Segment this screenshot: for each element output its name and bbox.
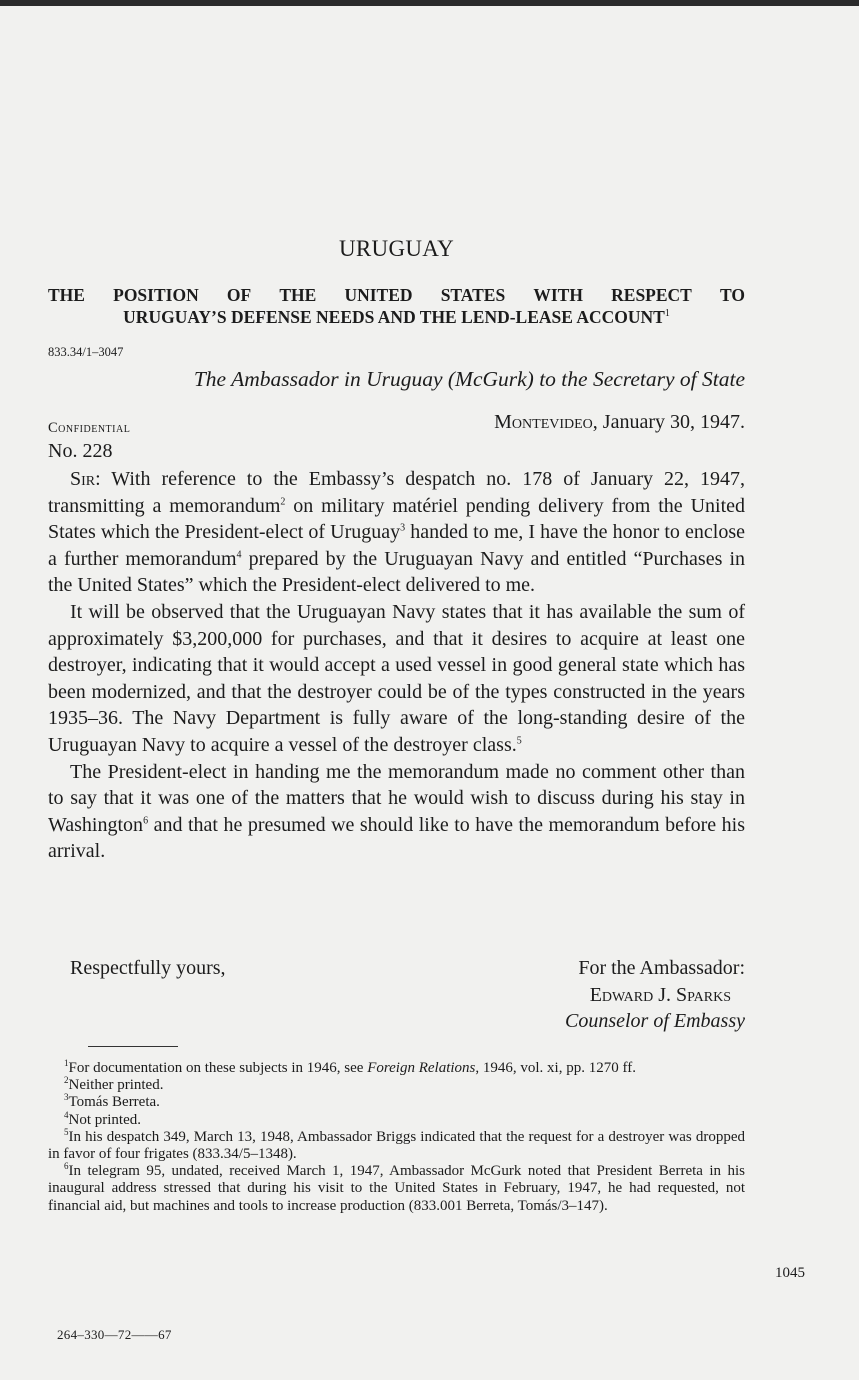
date-text: , January 30, 1947.	[592, 411, 745, 433]
footnote-ref: 2	[280, 495, 286, 507]
footnote-ref: 6	[143, 815, 149, 827]
footnote-divider	[88, 1046, 178, 1047]
footnotes	[48, 1060, 745, 1215]
footnote: $^1$For documentation on these subjects in 1946, see Foreign Relations, 1946, vol. xi, pp. 1270 ff.	[64, 1058, 636, 1076]
heading-word: RESPECT	[611, 285, 692, 305]
section-heading-line-1	[48, 284, 745, 306]
footnote-ref: 1	[664, 308, 670, 320]
heading-word: STATES	[440, 285, 506, 305]
signer-name: Edward J. Sparks	[589, 983, 731, 1006]
despatch-number: No. 228	[48, 440, 113, 462]
section-heading	[48, 284, 745, 328]
footnote: $^5$In his despatch 349, March 13, 1948, Ambassador Briggs indicated that the request for a destroyer was dropped in favor of four frigates (833.34/5–1348).	[48, 1126, 745, 1163]
signature-block	[565, 955, 745, 1035]
place-name: Montevideo	[494, 411, 593, 433]
file-number: 833.34/1–3047	[48, 345, 124, 359]
section-heading-line-2: URUGUAY’S DEFENSE NEEDS AND THE LEND-LEASE ACCOUNT$^1$	[123, 307, 670, 327]
page-number: 1045	[775, 1265, 805, 1281]
footnote: $^6$In telegram 95, undated, received March 1, 1947, Ambassador McGurk noted that President Berreta in his inaugural address stressed that during his visit to the United States in February, 1947, he had requested, not financial aid, but machines and tools to increase production (833.001 Berreta, Tomás/3–147).	[48, 1161, 745, 1214]
classification-label: Confidential	[48, 420, 131, 436]
country-heading: URUGUAY	[339, 236, 454, 261]
footnote-ref: 4	[236, 549, 242, 561]
heading-word: UNITED	[344, 285, 413, 305]
document-title: The Ambassador in Uruguay (McGurk) to the Secretary of State	[193, 367, 745, 391]
footnote: $^2$Neither printed.	[64, 1075, 164, 1094]
paragraph-2: It will be observed that the Uruguayan Navy states that it has available the sum of approximately $3,200,000 for purchases, and that it desires to acquire at least one destroyer, indicating that it would accept a used vessel in good general state which has been modernized, and that the destroyer could be of the types constructed in the years 1935–36. The Navy Department is fully aware of the long-standing desire of the Uruguayan Navy to acquire a vessel of the destroyer class.$^5$	[48, 600, 745, 756]
top-edge-rule	[0, 0, 859, 6]
for-line: For the Ambassador:	[578, 957, 745, 979]
paragraph-1: Sir: With reference to the Embassy’s despatch no. 178 of January 22, 1947, transmitting a memorandum$^2$ on military matériel pending delivery from the United States which the President-elect of Uruguay$^3$ handed to me, I have the honor to enclose a further memorandum$^4$ prepared by the Uruguayan Navy and entitled “Purchases in the United States” which the President-elect delivered to me.	[48, 468, 746, 597]
salutation: Sir	[70, 468, 96, 490]
heading-word: POSITION	[113, 285, 199, 305]
print-code: 264–330—72——67	[57, 1327, 172, 1342]
heading-word: OF	[226, 285, 252, 305]
footnote-ref: 3	[400, 522, 406, 534]
footnote: $^3$Tomás Berreta.	[64, 1092, 160, 1111]
heading-word: THE	[279, 285, 317, 305]
heading-word: THE	[48, 285, 85, 305]
letter-body	[48, 466, 745, 865]
heading-word: WITH	[533, 285, 583, 305]
heading-word: TO	[720, 285, 745, 305]
dateline	[494, 411, 745, 434]
complimentary-close: Respectfully yours,	[70, 957, 226, 979]
footnote-ref: 5	[516, 735, 522, 747]
signer-title: Counselor of Embassy	[565, 1010, 745, 1032]
footnote: $^4$Not printed.	[64, 1109, 141, 1128]
paragraph-3: The President-elect in handing me the memorandum made no comment other than to say that it was one of the matters that he would wish to discuss during his stay in Washington$^6$ and that he presumed we should like to have the memorandum before his arrival.	[48, 760, 745, 863]
